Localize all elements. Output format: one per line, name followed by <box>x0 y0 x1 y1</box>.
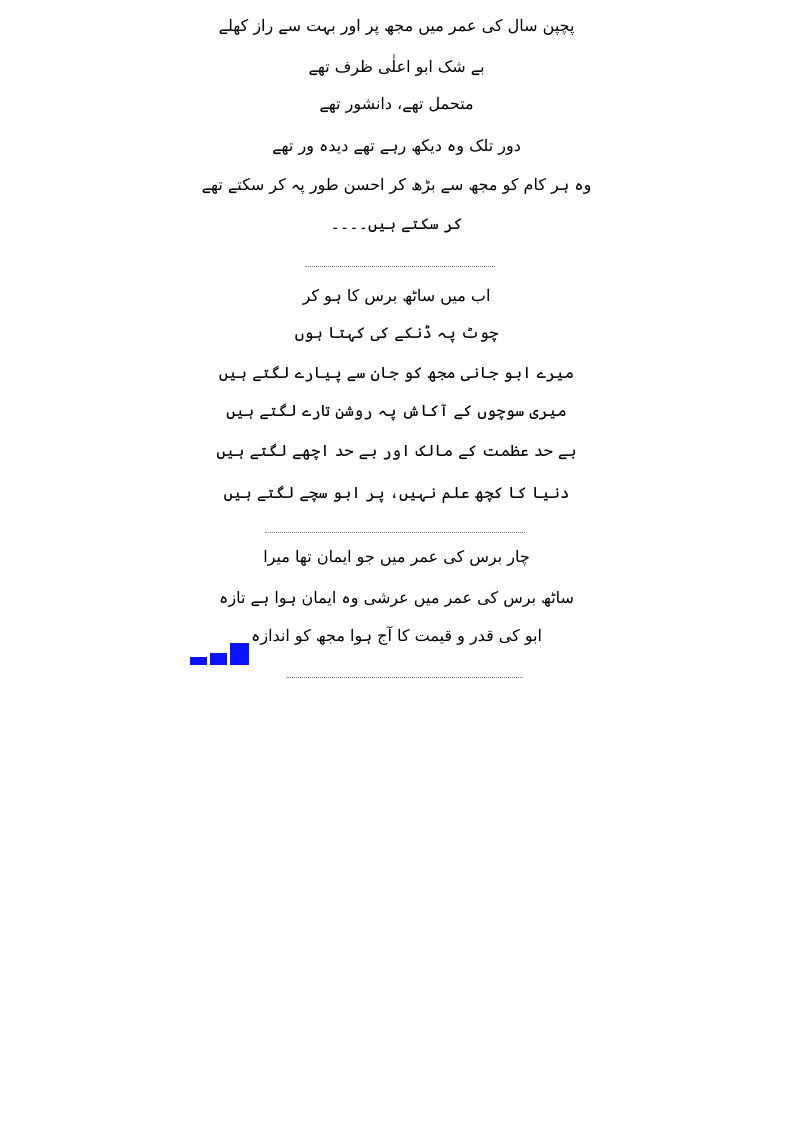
stanza-separator <box>305 266 495 267</box>
poem-line: کر سکتے ہیں۔۔۔۔ <box>330 214 463 233</box>
poem-line: ساٹھ برس کی عمر میں عرشی وہ ایمان ہوا ہے تازہ <box>219 588 574 607</box>
poem-line: چوٹ پہ ڈنکے کی کہتا ہوں <box>294 323 499 342</box>
poem-line: اب میں ساٹھ برس کا ہو کر <box>302 286 491 305</box>
poem-line: ابو کی قدر و قیمت کا آج ہوا مجھ کو اندازہ <box>251 626 542 645</box>
poem-line: میری سوچوں کے آکاش پہ روشن تارے لگتے ہیں <box>226 401 567 420</box>
poem-line: متحمل تھے، دانشور تھے <box>319 94 474 113</box>
poem-line: بے حد عظمت کے مالک اور بے حد اچھے لگتے ہیں <box>216 441 577 460</box>
poem-line: بے شک ابو اعلٰی ظرف تھے <box>308 57 485 76</box>
poem-line: پچپن سال کی عمر میں مجھ پر اور بہت سے راز کھلے <box>218 16 575 35</box>
decorative-block <box>230 643 249 665</box>
poem-line: دور تلک وہ دیکھ رہے تھے دیدہ ور تھے <box>272 136 521 155</box>
poem-line: دنیا کا کچھ علم نہیں، پر ابو سچے لگتے ہیں <box>223 483 570 502</box>
poem-line: میرے ابو جانی مجھ کو جان سے پیارے لگتے ہیں <box>218 363 575 382</box>
stanza-separator <box>287 677 523 678</box>
poem-line: وہ ہر کام کو مجھ سے بڑھ کر احسن طور پہ کر سکتے تھے <box>201 175 592 194</box>
poem-line: چار برس کی عمر میں جو ایمان تھا میرا <box>263 547 530 566</box>
decorative-block <box>210 653 227 665</box>
stanza-separator <box>265 532 525 533</box>
decorative-block <box>190 657 207 665</box>
